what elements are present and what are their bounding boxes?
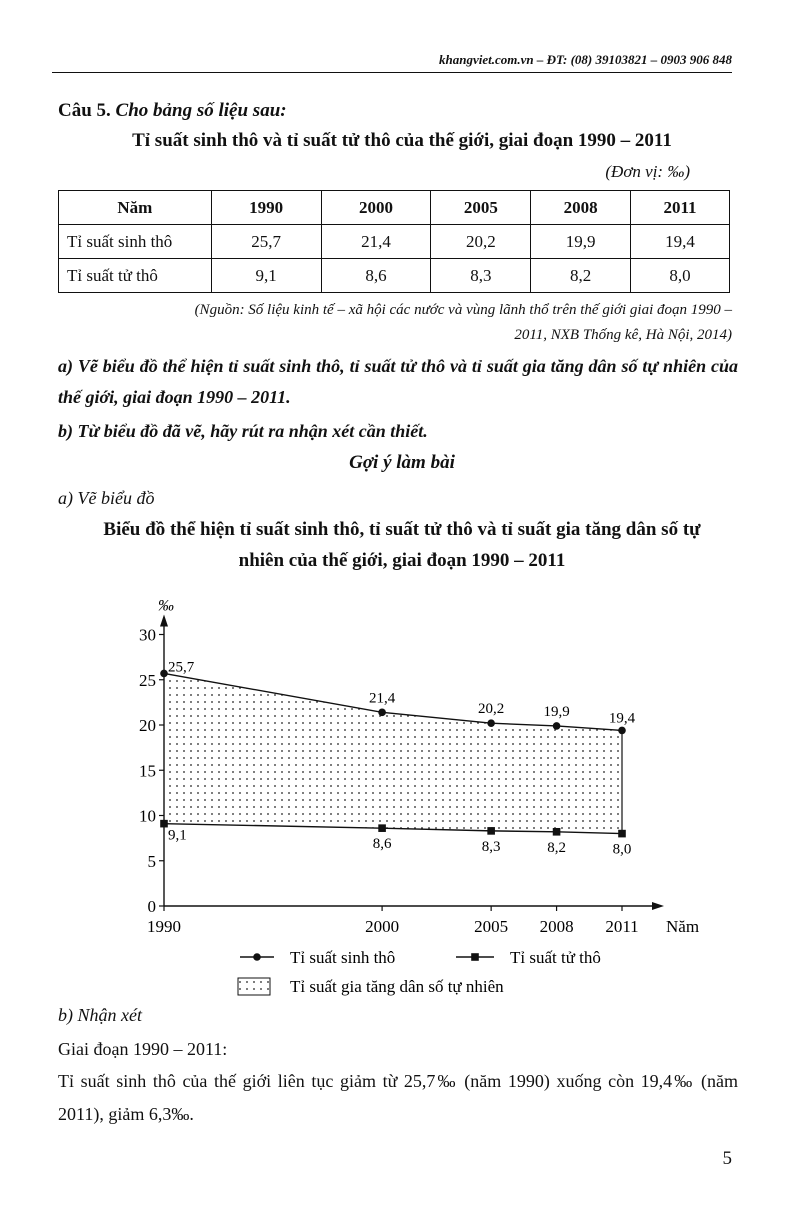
table-cell: 8,2 [531,259,631,293]
question-prompt: Cho bảng số liệu sau: [115,100,287,121]
remark-text: Tỉ suất sinh thô của thế giới liên tục giảm từ 25,7‰ (năm 1990) xuống còn 19,4‰ (năm 2011), giảm 6,3‰. [58,1071,738,1124]
table-header-cell: 2011 [631,191,730,225]
birth-rate-point [618,727,626,735]
birth-rate-label: 20,2 [478,701,505,718]
chart-title-line: nhiên của thế giới, giai đoạn 1990 – 2011 [238,550,566,571]
x-tick-label: 2008 [539,917,574,936]
task-a: a) Vẽ biểu đồ thể hiện tỉ suất sinh thô, tỉ suất tử thô và tỉ suất gia tăng dân số tự nhiên của thế giới, giai đoạn 1990 – 2011. [58,356,738,407]
y-tick-label: 30 [139,625,156,645]
x-tick-label: 2000 [365,917,400,936]
table-cell: 19,4 [631,225,730,259]
birth-rate-point [553,722,561,730]
task-b: b) Từ biểu đồ đã vẽ, hãy rút ra nhận xét cần thiết. [58,421,428,441]
table-title: Tỉ suất sinh thô và tỉ suất tử thô của thế giới, giai đoạn 1990 – 2011 [132,130,672,151]
y-tick-label: 5 [147,851,156,871]
table-header-cell: 2005 [431,191,531,225]
page-header: khangviet.com.vn – ĐT: (08) 39103821 – 0903 906 848 [439,52,732,67]
legend-area-swatch [238,978,270,995]
birth-rate-label: 19,9 [543,703,570,720]
table-cell: 8,6 [321,259,431,293]
birth-rate-point [487,719,495,727]
birth-rate-label: 25,7 [168,659,195,676]
source-line: (Nguồn: Số liệu kinh tế – xã hội các nước và vùng lãnh thổ trên thế giới giai đoạn 1990 – [194,302,732,318]
y-tick-label: 15 [139,761,156,781]
x-tick-label: 2011 [605,917,639,936]
table-row-label: Tỉ suất sinh thô [59,225,212,259]
hint-title: Gợi ý làm bài [349,452,455,473]
table-cell: 8,3 [431,259,531,293]
source-line: 2011, NXB Thống kê, Hà Nội, 2014) [514,327,732,343]
death-rate-point [378,824,386,832]
legend-birth-marker [253,953,261,961]
death-rate-point [160,820,168,828]
x-tick-label: 1990 [147,917,181,936]
page-number: 5 [722,1148,732,1169]
legend-area-label: Tỉ suất gia tăng dân số tự nhiên [290,977,504,996]
death-rate-label: 9,1 [168,827,187,844]
y-axis-arrow [160,615,168,627]
table-header-cell: Năm [59,191,212,225]
table-unit: (Đơn vị: ‰) [605,162,690,181]
table-header-cell: 1990 [211,191,321,225]
death-rate-label: 8,0 [612,841,632,858]
y-tick-label: 25 [139,670,156,690]
chart-title-line: Biểu đồ thể hiện tỉ suất sinh thô, tỉ suất tử thô và tỉ suất gia tăng dân số tự [103,519,701,540]
legend-death-marker [471,953,479,961]
birth-rate-point [378,709,386,717]
birth-rate-label: 19,4 [608,710,636,727]
y-tick-label: 20 [139,716,156,735]
birth-rate-label: 21,4 [368,690,396,707]
x-tick-label: 2005 [474,917,509,936]
hint-part-b: b) Nhận xét [58,1005,142,1025]
table-header-cell: 2000 [321,191,431,225]
table-cell: 9,1 [211,259,321,293]
x-axis-arrow [652,902,664,910]
table-cell: 25,7 [211,225,321,259]
table-cell: 21,4 [321,225,431,259]
y-tick-label: 10 [139,806,156,826]
death-rate-label: 8,6 [372,836,392,853]
y-tick-label: 0 [147,897,156,916]
table-row-label: Tỉ suất tử thô [59,259,212,293]
legend-death-label: Tỉ suất tử thô [510,948,601,967]
death-rate-label: 8,3 [481,838,501,855]
legend-birth-label: Tỉ suất sinh thô [290,948,396,967]
table-header-cell: 2008 [531,191,631,225]
y-axis-unit: ‰ [158,597,174,615]
table-cell: 19,9 [531,225,631,259]
table-cell: 8,0 [631,259,730,293]
birth-rate-point [160,670,168,678]
death-rate-point [487,827,495,835]
death-rate-point [553,828,561,836]
hint-part-a: a) Vẽ biểu đồ [58,488,155,508]
x-axis-title: Năm [666,917,700,936]
question-number: Câu 5. [58,100,111,121]
remark-period: Giai đoạn 1990 – 2011: [58,1039,228,1059]
death-rate-label: 8,2 [547,839,566,856]
death-rate-point [618,830,626,838]
table-cell: 20,2 [431,225,531,259]
